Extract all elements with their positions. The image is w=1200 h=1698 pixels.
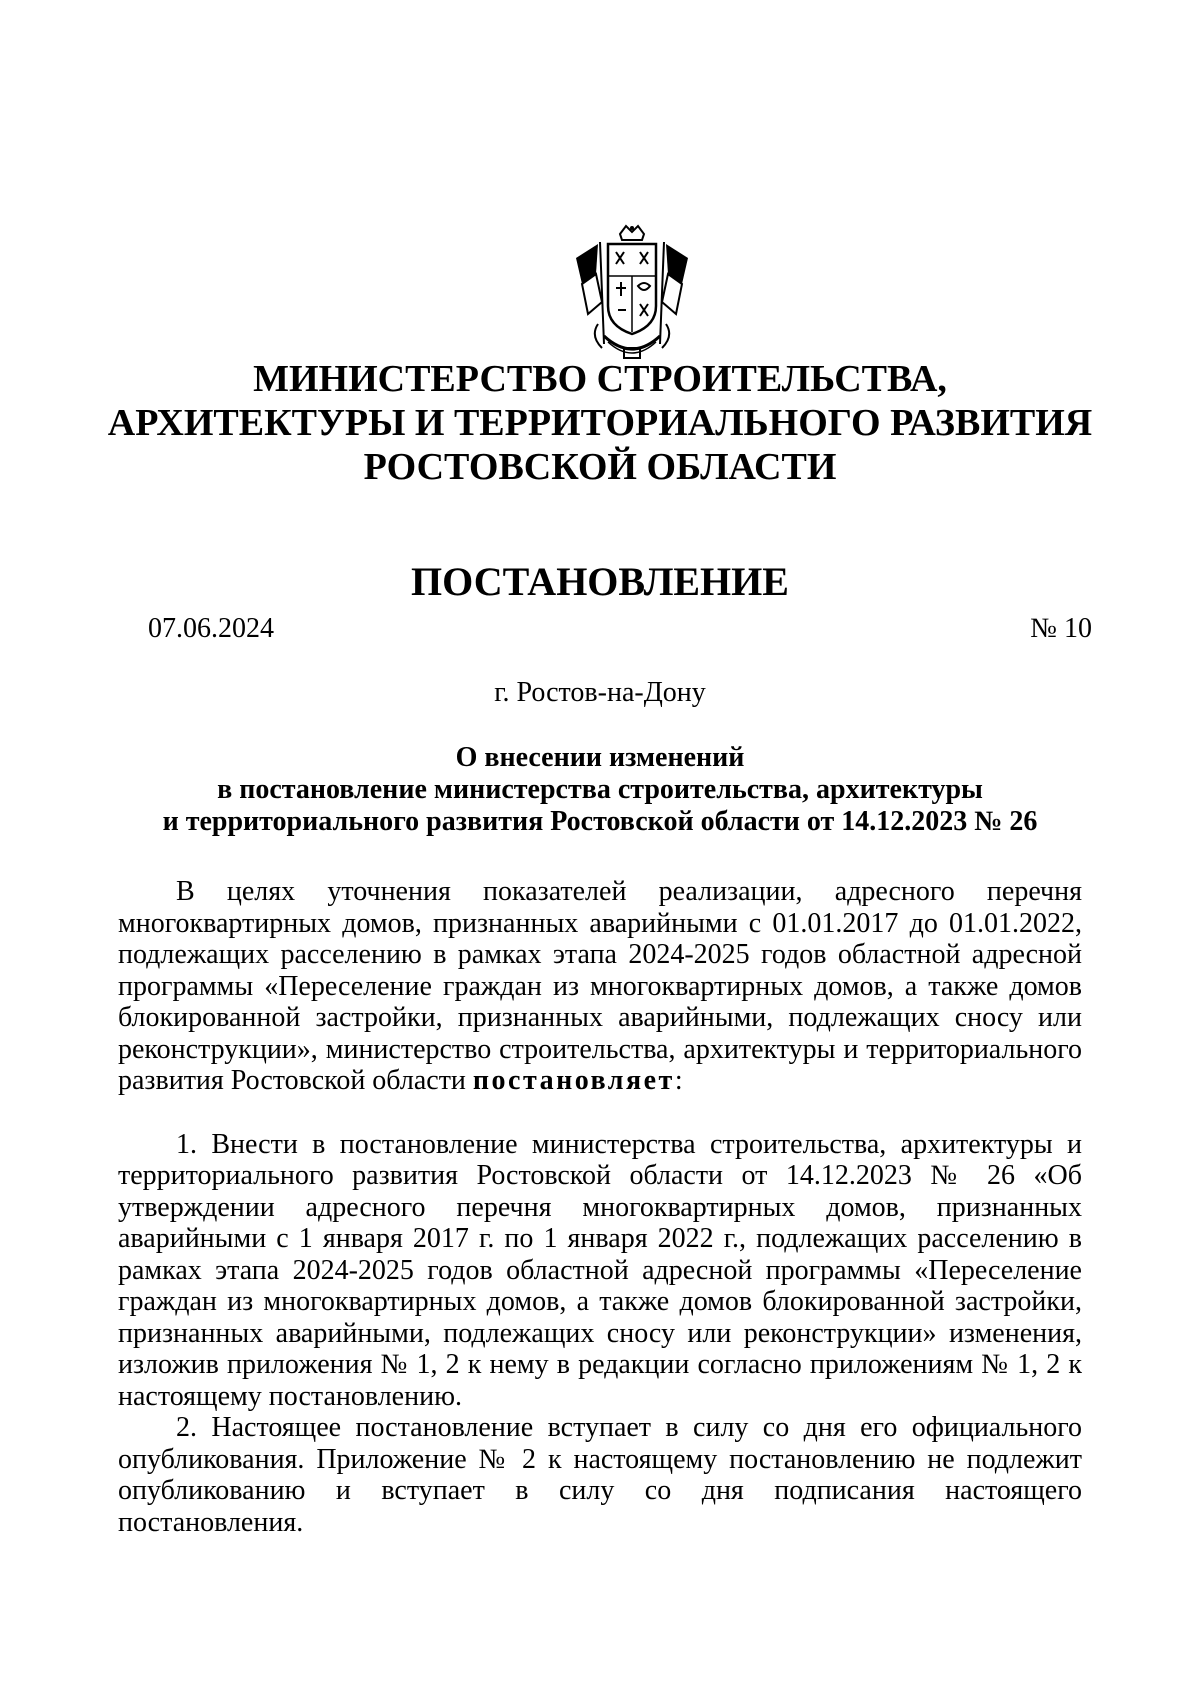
document-type-heading: ПОСТАНОВЛЕНИЕ [411,559,789,604]
preamble-text: В целях уточнения показателей реализации, адресного перечня многоквартирных домов, признанных аварийными с 01.01.2017 до 01.01.2022, подлежащих расселению в рамках этапа 2024-2025 годов областной адресной программы «Переселение граждан из многоквартирных домов, а также домов блокированной застройки, признанных аварийными, подлежащих сносу или реконструкции», министерство строительства, архитектуры и территориального развития Ростовской области [118,876,1082,1096]
subject-line: О внесении изменений [455,742,745,773]
issue-city: г. Ростов-на-Дону [494,677,706,708]
resolves-word: постановляет [472,1065,675,1096]
organization-line: АРХИТЕКТУРЫ И ТЕРРИТОРИАЛЬНОГО РАЗВИТИЯ [107,402,1093,444]
preamble-paragraph [118,876,1082,1097]
subject-line: в постановление министерства строительства, архитектуры [217,774,983,805]
subject-line: и территориального развития Ростовской области от 14.12.2023 № 26 [162,806,1038,837]
item-paragraph-2: 2. Настоящее постановление вступает в силу со дня его официального опубликования. Приложение № 2 к настоящему постановлению не подлежит опубликованию и вступает в силу со дня подписания настоящего постановления. [118,1412,1082,1538]
document-number: № 10 [1030,613,1092,644]
document-body [118,876,1082,1538]
organization-name [100,357,1100,489]
item-paragraph-1: 1. Внести в постановление министерства строительства, архитектуры и территориального развития Ростовской области от 14.12.2023 № 26 «Об утверждении адресного перечня многоквартирных домов, признанных аварийными с 1 января 2017 г. по 1 января 2022 г., подлежащих расселению в рамках этапа 2024-2025 годов областной адресной программы «Переселение граждан из многоквартирных домов, а также домов блокированной застройки, признанных аварийными, подлежащих сносу или реконструкции» изменения, изложив приложения № 1, 2 к нему в редакции согласно приложениям № 1, 2 к настоящему постановлению. [118,1128,1082,1412]
coat-of-arms-icon [568,224,696,366]
organization-line: РОСТОВСКОЙ ОБЛАСТИ [363,446,837,488]
document-date: 07.06.2024 [148,613,274,644]
preamble-colon: : [674,1065,683,1096]
document-subject [100,742,1100,838]
organization-line: МИНИСТЕРСТВО СТРОИТЕЛЬСТВА, [253,358,947,400]
